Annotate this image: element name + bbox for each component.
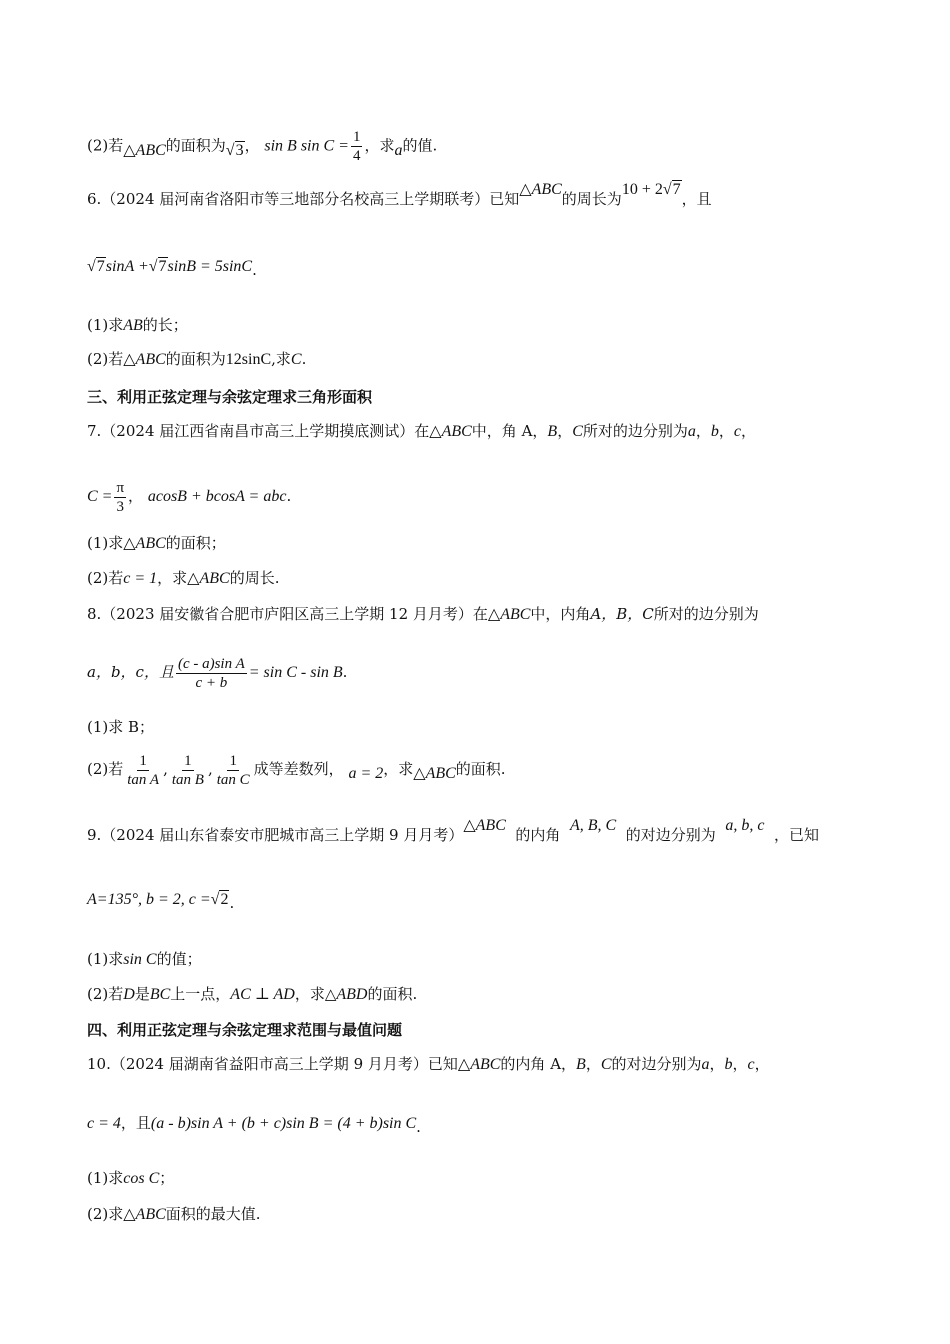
text: 的值. [402,136,438,155]
p9-condition: A=135°, b = 2, c =√2. [87,891,235,912]
p7-condition: C = $\frac{\pi}{3}$ ， acosB + bcosA = abc. [87,479,292,515]
section-heading-3: 三、利用正弦定理与余弦定理求三角形面积 [87,388,373,406]
math-equation: c = 4 [87,1115,121,1132]
math-var: C [290,351,302,368]
text: 的对边分别为 [611,1055,702,1073]
text: (2)若 [87,350,124,368]
p10-question-2 [87,1203,860,1226]
text: 的内角 A， [500,1055,577,1073]
text: 中，内角 [530,605,591,623]
p7-question-1 [87,532,860,555]
math-triangle: △ABC [413,765,456,782]
math-expression: cos C [123,1170,160,1187]
p9-question-2: (2)若D是BC上一点，AC ⊥ AD，求△ABD的面积. [87,985,418,1003]
p6-header [87,181,860,211]
text: 所对的边分别为 [582,422,688,440]
math-triangle: △ABC [519,181,562,198]
math-fraction: $\frac{\text{(c - a)sin A}}{c + b}$ [177,655,245,691]
text: 的周长为 [561,190,622,208]
text: a，b，c，且 [87,663,174,681]
problem-source: 8.（2023 届安徽省合肥市庐阳区高三上学期 12 月月考）在 [87,605,488,623]
p9-header [87,817,860,847]
math-triangle: △ABC [429,423,472,440]
math-triangle: △ABC [463,817,506,834]
math-triangle: △ABC [487,606,531,623]
problem-source: 10.（2024 届湖南省益阳市高三上学期 9 月月考）已知 [87,1055,458,1073]
p6-equation [87,255,860,278]
problem-source: 6.（2024 届河南省洛阳市等三地部分名校高三上学期联考）已知 [87,190,520,208]
text: (1)求 [87,950,124,968]
math-equation: a = 2 [348,765,384,782]
math-expression: 12sinC [225,351,272,368]
text: 的长； [142,316,188,334]
p6-question-1 [87,314,860,337]
math-fraction: $\frac{1}{\text{tan A}}$ [127,752,160,788]
math-vars: a, b, c [725,817,765,834]
math-triangle: △ABC [123,535,166,552]
text: (1)求 [87,316,124,334]
math-equation: = sin C - sin B [248,664,343,681]
p5-question-2 [87,128,860,165]
text: (1)求 [87,1169,124,1187]
math-sqrt: √2 [210,891,229,908]
text: ，求△ [294,985,337,1003]
math-fraction: $\frac{1}{\text{tan C}}$ [216,752,250,788]
math-equation: c = 1 [123,570,158,587]
math-fraction: $\frac{\pi}{3}$ [116,479,125,515]
math-expression: sin C [123,951,157,968]
text: 的周长. [229,569,280,587]
text: (2)若 [87,760,124,778]
text: ,求 [271,350,291,368]
math-triangle: △ABC [123,141,166,159]
text: 的面积； [165,534,226,552]
math-angles: A, B, C [569,817,617,834]
math-perpendicular: AC ⊥ AD [230,986,295,1003]
text: 面积的最大值. [165,1205,261,1223]
text: 的面积. [455,760,506,778]
p8-condition: a，b，c，且 $\frac{\text{(c - a)sin A}}{c + b}$ = sin C - sin B. [87,655,348,691]
text: (2)若 [87,136,124,155]
text: (2)若 [87,985,124,1003]
text: 的内角 [515,826,561,844]
p7-question-2 [87,567,860,590]
p6-question-2 [87,348,860,371]
text: ，已知 [773,826,819,844]
math-var: C = [87,488,113,505]
problem-source: 9.（2024 届山东省泰安市肥城市高三上学期 9 月月考） [87,826,464,844]
p8-question-1: (1)求 B； [87,718,155,736]
math-sqrt: √3 [225,141,244,159]
text: 中，角 A， [471,422,548,440]
math-angles: A，B，C [590,605,654,623]
text: ，求 [157,569,188,587]
text: 的面积. [367,985,418,1003]
p10-condition: c = 4，且(a - b)sin A + (b + c)sin B = (4 + b)sin C. [87,1114,421,1136]
text: (2)求 [87,1205,124,1223]
text: 的面积为 [165,350,226,368]
math-equation: √7sinA +√7sinB = 5sinC [87,258,253,275]
text: 上一点， [170,985,231,1003]
text: . [252,261,257,279]
text: (1)求 [87,534,124,552]
text: (2)若 [87,569,124,587]
text: ，求 [364,136,395,155]
math-equation: A=135°, b = 2, c = [87,891,211,908]
text: 的面积为 [165,136,226,155]
math-equation: acosB + bcosA = abc [147,488,287,505]
math-var: a [394,141,403,159]
math-fraction: $\frac{1}{4}$ [352,129,361,164]
math-triangle: △ABC [123,351,166,368]
math-triangle: △ABC [187,570,230,587]
text: 的对边分别为 [625,826,716,844]
text: ，且 [681,190,712,208]
math-equation: (a - b)sin A + (b + c)sin B = (4 + b)sin C [150,1115,417,1132]
math-perimeter: 10 + 2√7 [621,181,681,198]
problem-source: 7.（2024 届江西省南昌市高三上学期摸底测试）在 [87,422,430,440]
text: 成等差数列， [253,760,344,778]
p10-header: 10.（2024 届湖南省益阳市高三上学期 9 月月考）已知△ABC的内角 A，B，C的对边分别为a，b，c， [87,1055,770,1073]
section-heading-4: 四、利用正弦定理与余弦定理求范围与最值问题 [87,1021,403,1039]
p8-question-2: (2)若 $\frac{1}{\text{tan A}}$ , $\frac{1}{\text{tan B}}$ , $\frac{1}{\text{tan C}}$ 成等差数列， a = 2，求△ABC的面积. [87,752,506,788]
text: . [301,350,307,368]
text: 所对的边分别为 [653,605,759,623]
p8-header [87,603,860,626]
p7-header: 7.（2024 届江西省南昌市高三上学期摸底测试）在△ABC中，角 A，B，C所对的边分别为a，b，c， [87,422,757,440]
text: ， [244,136,260,155]
p10-question-1 [87,1167,860,1190]
text: ，且 [120,1114,151,1132]
math-triangle: △ABC [457,1056,501,1073]
math-fraction: $\frac{1}{\text{tan B}}$ [171,752,204,788]
p9-question-1 [87,948,860,971]
math-var: AB [123,317,143,334]
math-equation: sin B sin C = [264,137,349,155]
math-triangle: △ABC [123,1206,166,1223]
text: 的值； [156,950,202,968]
text: ， [128,487,144,505]
text: ，求 [383,760,414,778]
text: ； [159,1169,175,1187]
